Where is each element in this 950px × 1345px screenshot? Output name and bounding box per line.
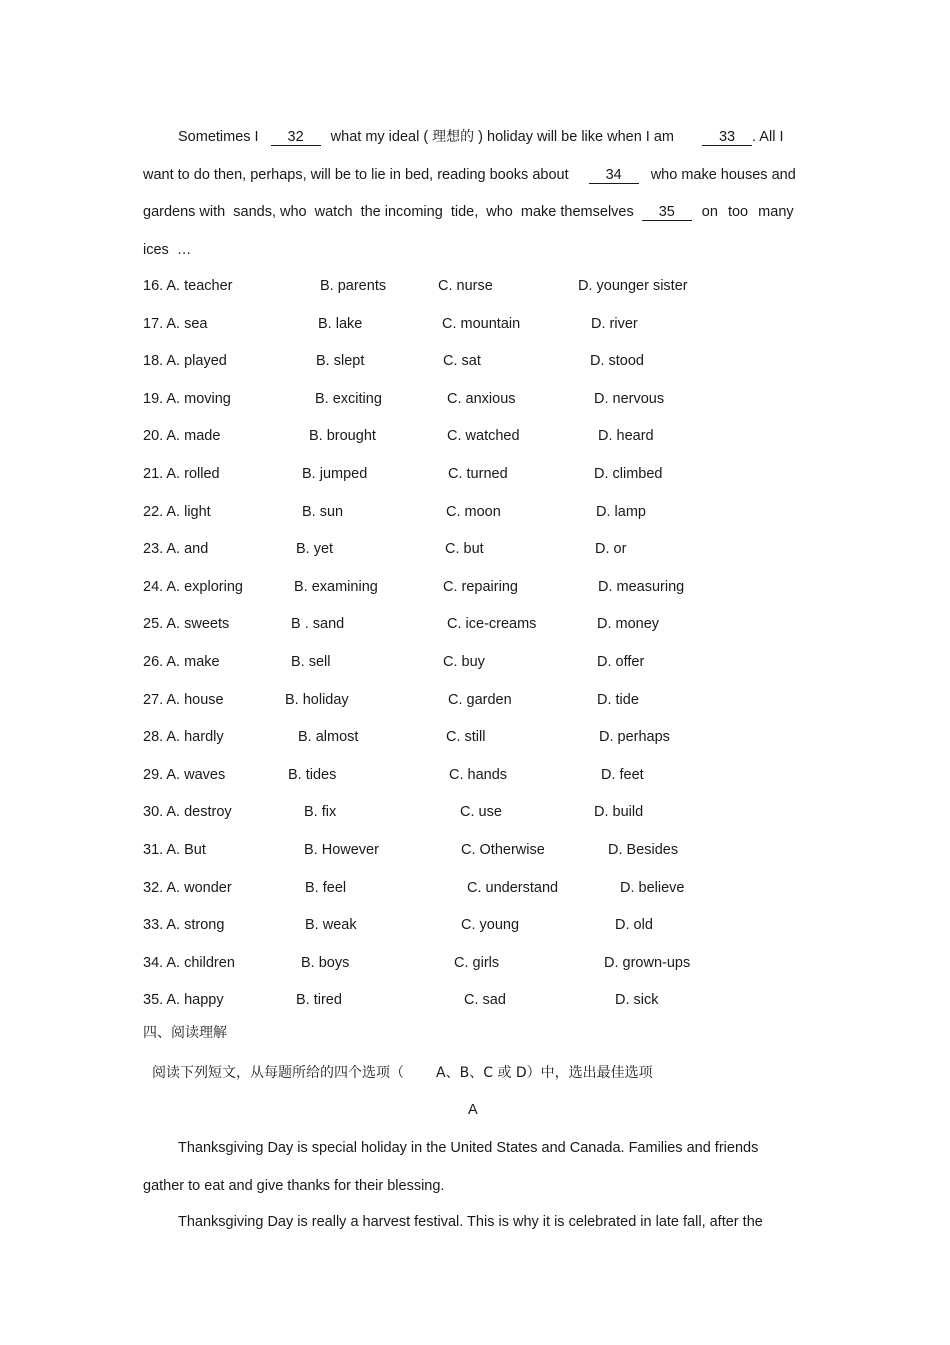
option-d: D. stood (590, 353, 644, 370)
option-c: C. still (446, 729, 486, 746)
option-a: 34. A. children (143, 954, 235, 971)
option-d: D. old (615, 917, 653, 934)
passage-text: ) holiday will be like when I am (478, 129, 675, 145)
option-b: B. slept (316, 353, 365, 370)
blank-33: 33 (702, 130, 752, 146)
option-c: C. hands (449, 766, 508, 783)
passage-line-4: ices … (143, 242, 192, 258)
option-d: D. grown-ups (604, 954, 691, 971)
passage-text-cjk: 理想的 (432, 129, 475, 145)
option-c: C. repairing (443, 578, 518, 595)
option-a: 26. A. make (143, 654, 220, 670)
option-a: 35. A. happy (143, 992, 224, 1009)
option-b: B. weak (305, 917, 357, 934)
reading-line: Thanksgiving Day is really a harvest festival. This is why it is celebrated in late fall, after the (178, 1214, 763, 1230)
option-a: 19. A. moving (143, 390, 231, 407)
option-b: B. fix (304, 804, 337, 821)
option-d: D. lamp (596, 503, 646, 520)
option-b: B. However (304, 842, 379, 858)
option-a: 17. A. sea (143, 315, 208, 332)
option-c: C. understand (467, 879, 559, 896)
option-a: 22. A. light (143, 503, 211, 520)
passage-text: who (486, 204, 513, 220)
passage-text: tide, (450, 204, 479, 220)
option-d: D. sick (615, 992, 659, 1009)
passage-text: many (758, 204, 794, 220)
passage-text: sands, who (233, 204, 307, 220)
option-d: D. offer (597, 654, 645, 670)
passage-text: on (701, 204, 718, 220)
passage-text: what my ideal ( (330, 129, 429, 145)
option-a: 25. A. sweets (143, 616, 230, 633)
option-d: D. perhaps (599, 729, 670, 746)
option-a: 29. A. waves (143, 766, 226, 783)
option-c: C. garden (448, 691, 512, 708)
option-b: B. parents (320, 278, 387, 294)
option-b: B. boys (301, 954, 350, 971)
option-b: B . sand (291, 616, 345, 633)
option-a: 32. A. wonder (143, 879, 232, 896)
passage-line-3 (143, 203, 794, 221)
option-a: 27. A. house (143, 691, 224, 708)
section-instruction (152, 1064, 653, 1082)
option-b: B. sun (302, 503, 344, 520)
instruction-text: A、B、C 或 D）中，选出最佳选项 (436, 1065, 653, 1081)
option-a: 21. A. rolled (143, 466, 220, 482)
option-d: D. money (597, 616, 660, 633)
section-heading: 四、阅读理解 (143, 1025, 227, 1041)
blank-35: 35 (642, 205, 692, 221)
passage-text: want to do then, perhaps, will be to lie in bed, reading books about (143, 167, 569, 183)
option-d: D. or (595, 541, 627, 558)
passage-text: Sometimes I (178, 129, 259, 145)
option-a: 31. A. But (143, 842, 206, 858)
option-a: 16. A. teacher (143, 278, 233, 294)
passage-text: gardens with (143, 204, 226, 220)
option-c: C. Otherwise (461, 842, 545, 858)
option-d: D. believe (620, 879, 685, 896)
option-a: 28. A. hardly (143, 729, 224, 746)
option-c: C. but (445, 541, 484, 558)
option-a: 20. A. made (143, 428, 221, 445)
option-a: 24. A. exploring (143, 578, 243, 595)
option-a: 18. A. played (143, 353, 227, 370)
option-d: D. Besides (608, 842, 679, 858)
option-b: B. tired (296, 992, 342, 1009)
option-a: 33. A. strong (143, 917, 225, 934)
option-c: C. sad (464, 992, 506, 1009)
option-b: B. tides (288, 766, 337, 783)
passage-text: make themselves (520, 204, 634, 220)
option-d: D. tide (597, 691, 639, 708)
passage-text: too (727, 204, 749, 220)
option-c: C. girls (454, 954, 500, 971)
option-b: B. feel (305, 879, 347, 896)
option-c: C. watched (447, 428, 520, 445)
option-c: C. moon (446, 503, 501, 520)
option-c: C. ice-creams (447, 616, 537, 633)
instruction-text-cjk: 阅读下列短文，从每题所给的四个选项（ (152, 1065, 404, 1081)
option-b: B. jumped (302, 466, 368, 482)
option-a: 23. A. and (143, 541, 209, 558)
blank-34: 34 (589, 168, 639, 184)
reading-line: gather to eat and give thanks for their blessing. (143, 1178, 445, 1194)
option-d: D. river (591, 315, 638, 332)
option-c: C. mountain (442, 315, 521, 332)
passage-text: who make houses and (650, 167, 796, 183)
passage-label: A (468, 1102, 478, 1118)
option-c: C. turned (448, 466, 508, 482)
option-d: D. measuring (598, 578, 685, 595)
blank-32: 32 (271, 130, 321, 146)
option-c: C. buy (443, 654, 485, 670)
reading-line: Thanksgiving Day is special holiday in the United States and Canada. Families and friends (178, 1140, 759, 1156)
option-b: B. lake (318, 315, 363, 332)
option-b: B. sell (291, 654, 331, 670)
option-b: B. holiday (285, 691, 349, 708)
passage-line-1 (178, 128, 783, 146)
option-d: D. heard (598, 428, 654, 445)
passage-text: . All I (752, 129, 784, 145)
option-b: B. almost (298, 729, 359, 746)
option-c: C. anxious (447, 390, 516, 407)
option-b: B. brought (309, 428, 376, 445)
option-d: D. younger sister (578, 278, 688, 294)
option-c: C. young (461, 917, 520, 934)
option-b: B. exciting (315, 390, 382, 407)
option-d: D. build (594, 804, 644, 821)
passage-text: the incoming (360, 204, 443, 220)
option-a: 30. A. destroy (143, 804, 232, 821)
option-b: B. yet (296, 541, 334, 558)
option-d: D. climbed (594, 466, 663, 482)
passage-line-2 (143, 166, 796, 184)
option-d: D. nervous (594, 390, 665, 407)
option-c: C. nurse (438, 278, 493, 294)
passage-text: watch (314, 204, 353, 220)
option-b: B. examining (294, 578, 378, 595)
option-d: D. feet (601, 766, 644, 783)
option-c: C. use (460, 804, 502, 821)
option-c: C. sat (443, 353, 481, 370)
